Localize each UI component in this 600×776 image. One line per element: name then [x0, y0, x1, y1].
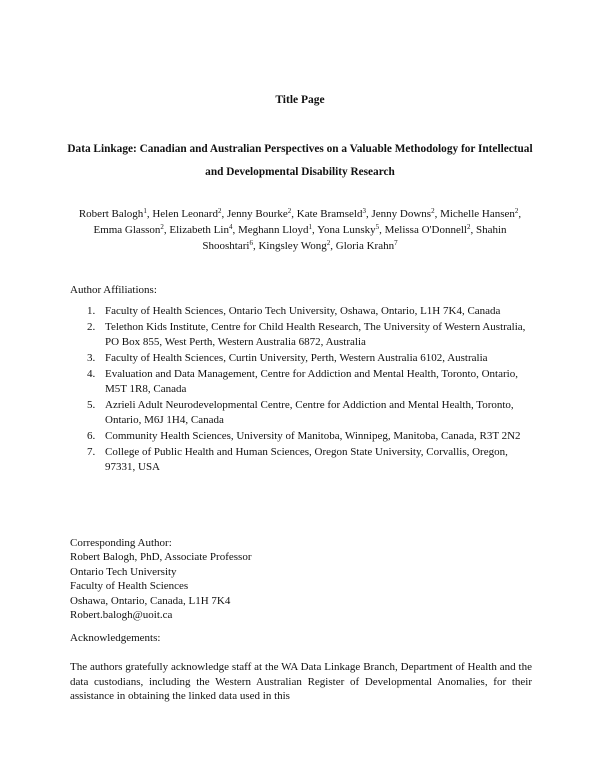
author [336, 240, 398, 252]
affiliation-text: Azrieli Adult Neurodevelopmental Centre, Centre for Addiction and Mental Health, Toronto, Ontario, M6J 1H4, Canada [105, 398, 514, 426]
author-affiliation-marker: 2 [466, 223, 471, 231]
author-name: Elizabeth Lin [169, 224, 229, 236]
author-affiliation-marker: 7 [394, 239, 398, 247]
affiliation-item [70, 429, 540, 444]
author-affiliation-marker: 2 [287, 207, 292, 215]
author-name: Meghann Lloyd [237, 224, 309, 236]
affiliations-heading: Author Affiliations: [70, 284, 157, 296]
acknowledgements-heading: Acknowledgements: [70, 632, 161, 644]
author-name: Jenny Downs [371, 208, 432, 220]
acknowledgements-text: The authors gratefully acknowledge staff at the WA Data Linkage Branch, Department of Health and the data custodians, including the Western Australian Register of Developmental Anomalies, for their assistance in obtaining the linked data used in this [70, 661, 532, 703]
affiliation-number: 6. [87, 429, 96, 442]
author-name: Emma Glasson [93, 224, 161, 236]
affiliation-item [70, 367, 540, 396]
author [227, 208, 291, 220]
corresponding-email[interactable]: Robert.balogh@uoit.ca [70, 609, 173, 622]
affiliations-list [70, 304, 540, 476]
affiliation-number: 7. [87, 445, 96, 458]
affiliation-text: Evaluation and Data Management, Centre for Addiction and Mental Health, Toronto, Ontario, M5T 1R8, Canada [105, 368, 518, 395]
affiliation-number: 4. [87, 368, 96, 381]
affiliation-item [70, 304, 540, 319]
affiliation-item [70, 398, 540, 427]
affiliation-number: 1. [87, 305, 96, 317]
author-affiliation-marker: 2 [514, 207, 519, 215]
author-name: Melissa O'Donnell [384, 224, 467, 236]
affiliation-text: College of Public Health and Human Sciences, Oregon State University, Corvallis, Oregon, 97331, USA [105, 445, 508, 473]
affiliation-number: 5. [87, 398, 96, 411]
affiliation-text: Community Health Sciences, University of Manitoba, Winnipeg, Manitoba, Canada, R3T 2N2 [105, 429, 521, 442]
affiliation-number: 3. [87, 351, 96, 364]
author-name: Yona Lunsky [317, 224, 376, 236]
author-name: Kate Bramseld [296, 208, 363, 220]
author [440, 208, 518, 220]
affiliation-item [70, 445, 540, 474]
corresponding-university: Ontario Tech University [70, 565, 177, 578]
affiliation-item [70, 320, 540, 349]
author-affiliation-marker: 4 [228, 223, 233, 231]
author [385, 224, 471, 236]
affiliation-item [70, 351, 540, 366]
author-list: Robert Balogh$^1$, Helen Leonard$^2$, Jenny Bourke$^2$, Kate Bramseld$^3$, Jenny Downs$^2$, Michelle Hansen$^2$, Emma Glasson$^2$, Elizabeth Lin$^4$, Meghann Lloyd$^1$, Yona Lunsky$^5$, Melissa O'Donnell$^2$, Shahin Shooshtari$^6$, Kingsley Wong$^2$, Gloria Krahn$^7$ [78, 207, 522, 252]
author-affiliation-marker: 1 [308, 223, 313, 231]
author-name: Helen Leonard [152, 208, 218, 220]
affiliation-text: Faculty of Health Sciences, Ontario Tech University, Oshawa, Ontario, L1H 7K4, Canada [105, 305, 501, 317]
author-name: Shahin Shooshtari [202, 224, 507, 252]
author [317, 224, 379, 236]
author-affiliation-marker: 2 [217, 207, 222, 215]
author-affiliation-marker: 3 [362, 207, 366, 215]
author-name: Jenny Bourke [226, 208, 288, 220]
affiliation-text: Telethon Kids Institute, Centre for Child Health Research, The University of Western Australia, PO Box 855, West Perth, Western Australia 6872, Australia [105, 321, 526, 348]
corresponding-heading: Corresponding Author: [70, 537, 172, 549]
author-affiliation-marker: 6 [249, 239, 253, 247]
author [297, 208, 366, 220]
author-name: Gloria Krahn [335, 240, 395, 252]
author [79, 208, 147, 220]
corresponding-author-block [70, 536, 540, 622]
author-affiliation-marker: 2 [431, 207, 435, 215]
corresponding-address: Oshawa, Ontario, Canada, L1H 7K4 [70, 594, 231, 607]
author [258, 240, 330, 252]
author-name: Kingsley Wong [258, 240, 327, 252]
author [93, 224, 163, 236]
author-affiliation-marker: 2 [326, 239, 331, 247]
affiliation-number: 2. [87, 321, 96, 334]
corresponding-name: Robert Balogh, PhD, Associate Professor [70, 551, 252, 564]
title-page-heading: Title Page [275, 94, 325, 106]
author-affiliation-marker: 5 [375, 223, 380, 231]
author-name: Robert Balogh [78, 208, 144, 220]
author-affiliation-marker: 2 [160, 223, 164, 231]
author-affiliation-marker: 1 [143, 207, 147, 215]
corresponding-faculty: Faculty of Health Sciences [70, 580, 189, 593]
author [371, 208, 434, 220]
author-name: Michelle Hansen [440, 208, 515, 220]
paper-title: Data Linkage: Canadian and Australian Perspectives on a Valuable Methodology for Intellectual and Developmental Disability Research [67, 143, 533, 178]
author [169, 224, 232, 236]
author [152, 208, 221, 220]
author [238, 224, 312, 236]
affiliation-text: Faculty of Health Sciences, Curtin University, Perth, Western Australia 6102, Australia [105, 351, 488, 364]
